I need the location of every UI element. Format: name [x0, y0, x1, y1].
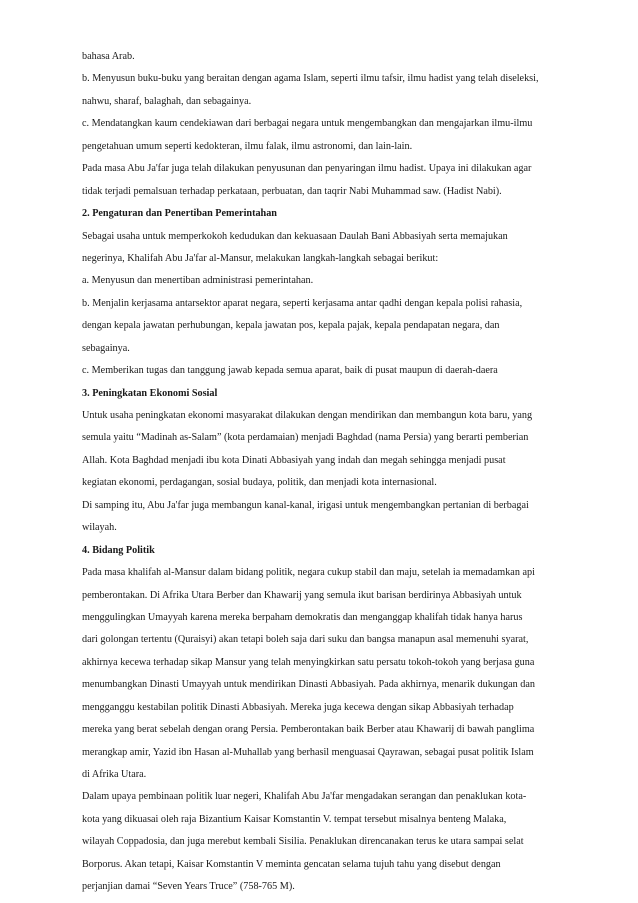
text-line: c. Memberikan tugas dan tanggung jawab kepada semua aparat, baik di pusat maupun di daerah-daera [82, 365, 498, 377]
text-line: dengan kepala jawatan perhubungan, kepala jawatan pos, kepala pajak, kepala pendapatan negara, dan [82, 320, 500, 332]
text-line: nahwu, sharaf, balaghah, dan sebagainya. [82, 95, 252, 107]
text-line: b. Menjalin kerjasama antarsektor aparat negara, seperti kerjasama antar qadhi dengan kepala polisi rahasia, [82, 297, 523, 309]
text-line: kota yang dikuasai oleh raja Bizantium Kaisar Komstantin V. tempat tersebut misalnya benteng Malaka, [82, 813, 507, 825]
text-line: a. Menyusun dan menertiban administrasi pemerintahan. [82, 275, 314, 287]
text-line: Allah. Kota Baghdad menjadi ibu kota Dinati Abbasiyah yang indah dan megah sehingga menjadi pusat [82, 454, 506, 466]
text-line: akhirnya kecewa terhadap sikap Mansur yang telah menyingkirkan satu persatu tokoh-tokoh yang berjasa guna [82, 656, 535, 668]
text-line: menggulingkan Umayyah karena mereka berpaham demokratis dan menganggap khalifah tidak hanya harus [82, 611, 523, 623]
text-line: perjanjian damai “Seven Years Truce” (758-765 M). [82, 881, 295, 893]
text-line: wilayah Coppadosia, dan juga merebut kembali Sisilia. Penaklukan direncanakan terus ke utara sampai selat [82, 836, 524, 848]
text-line: sebagainya. [82, 342, 130, 354]
text-line: merangkap amir, Yazid ibn Hasan al-Muhallab yang berhasil menguasai Qayrawan, sebagai pusat politik Islam [82, 746, 534, 758]
document-page [82, 46, 618, 899]
text-line: semula yaitu “Madinah as-Salam” (kota perdamaian) menjadi Baghdad (nama Persia) yang berarti pemberian [82, 432, 529, 444]
text-line: Untuk usaha peningkatan ekonomi masyarakat dilakukan dengan mendirikan dan membangun kota baru, yang [82, 410, 533, 421]
section-heading: 3. Peningkatan Ekonomi Sosial [82, 387, 218, 399]
text-line: mengganggu kestabilan politik Dinasti Abbasiyah. Mereka juga kecewa dengan sikap Abbasiyah terhadap [82, 701, 514, 713]
text-line: Di samping itu, Abu Ja'far juga membangun kanal-kanal, irigasi untuk mengembangkan pertanian di berbagai [82, 499, 529, 511]
text-line: tidak terjadi pemalsuan terhadap perkataan, perbuatan, dan taqrir Nabi Muhammad saw. (Hadist Nabi). [82, 185, 502, 197]
text-line: dari golongan tertentu (Quraisyi) akan tetapi boleh saja dari suku dan bangsa manapun asal memenuhi syarat, [82, 634, 529, 646]
text-line: pemberontakan. Di Afrika Utara Berber dan Khawarij yang semula ikut barisan berdirinya Abbasiyah untuk [82, 589, 522, 601]
text-line: b. Menyusun buku-buku yang beraitan dengan agama Islam, seperti ilmu tafsir, ilmu hadist yang telah diseleksi, [82, 73, 539, 85]
text-line: Pada masa khalifah al-Mansur dalam bidang politik, negara cukup stabil dan maju, setelah ia memadamkan api [82, 567, 535, 579]
text-line: Sebagai usaha untuk memperkokoh kedudukan dan kekuasaan Daulah Bani Abbasiyah serta memajukan [82, 230, 508, 242]
text-line: Pada masa Abu Ja'far juga telah dilakukan penyusunan dan penyaringan ilmu hadist. Upaya ini dilakukan agar [82, 163, 532, 175]
section-heading: 4. Bidang Politik [82, 544, 155, 556]
text-line: c. Mendatangkan kaum cendekiawan dari berbagai negara untuk mengembangkan dan mengajarkan ilmu-ilmu [82, 118, 533, 130]
text-line: mereka yang berat sebelah dengan orang Persia. Pemberontakan baik Berber atau Khawarij di bawah panglima [82, 724, 535, 736]
text-line: negerinya, Khalifah Abu Ja'far al-Mansur, melakukan langkah-langkah sebagai berikut: [82, 252, 439, 264]
text-line: Borporus. Akan tetapi, Kaisar Komstantin V meminta gencatan selama tujuh tahu yang disebut dengan [82, 858, 501, 870]
text-line: di Afrika Utara. [82, 769, 147, 780]
section-heading: 2. Pengaturan dan Penertiban Pemerintahan [82, 208, 277, 220]
text-line: kegiatan ekonomi, perdagangan, sosial budaya, politik, dan menjadi kota internasional. [82, 477, 437, 489]
text-line: menumbangkan Dinasti Umayyah untuk mendirikan Dinasti Abbasiyah. Pada akhirnya, menarik dukungan dan [82, 679, 535, 691]
text-line: pengetahuan umum seperti kedokteran, ilmu falak, ilmu astronomi, dan lain-lain. [82, 140, 413, 152]
text-line: bahasa Arab. [82, 51, 135, 62]
text-line: Dalam upaya pembinaan politik luar negeri, Khalifah Abu Ja'far mengadakan serangan dan penaklukan kota- [82, 791, 527, 803]
text-line: wilayah. [82, 522, 117, 534]
